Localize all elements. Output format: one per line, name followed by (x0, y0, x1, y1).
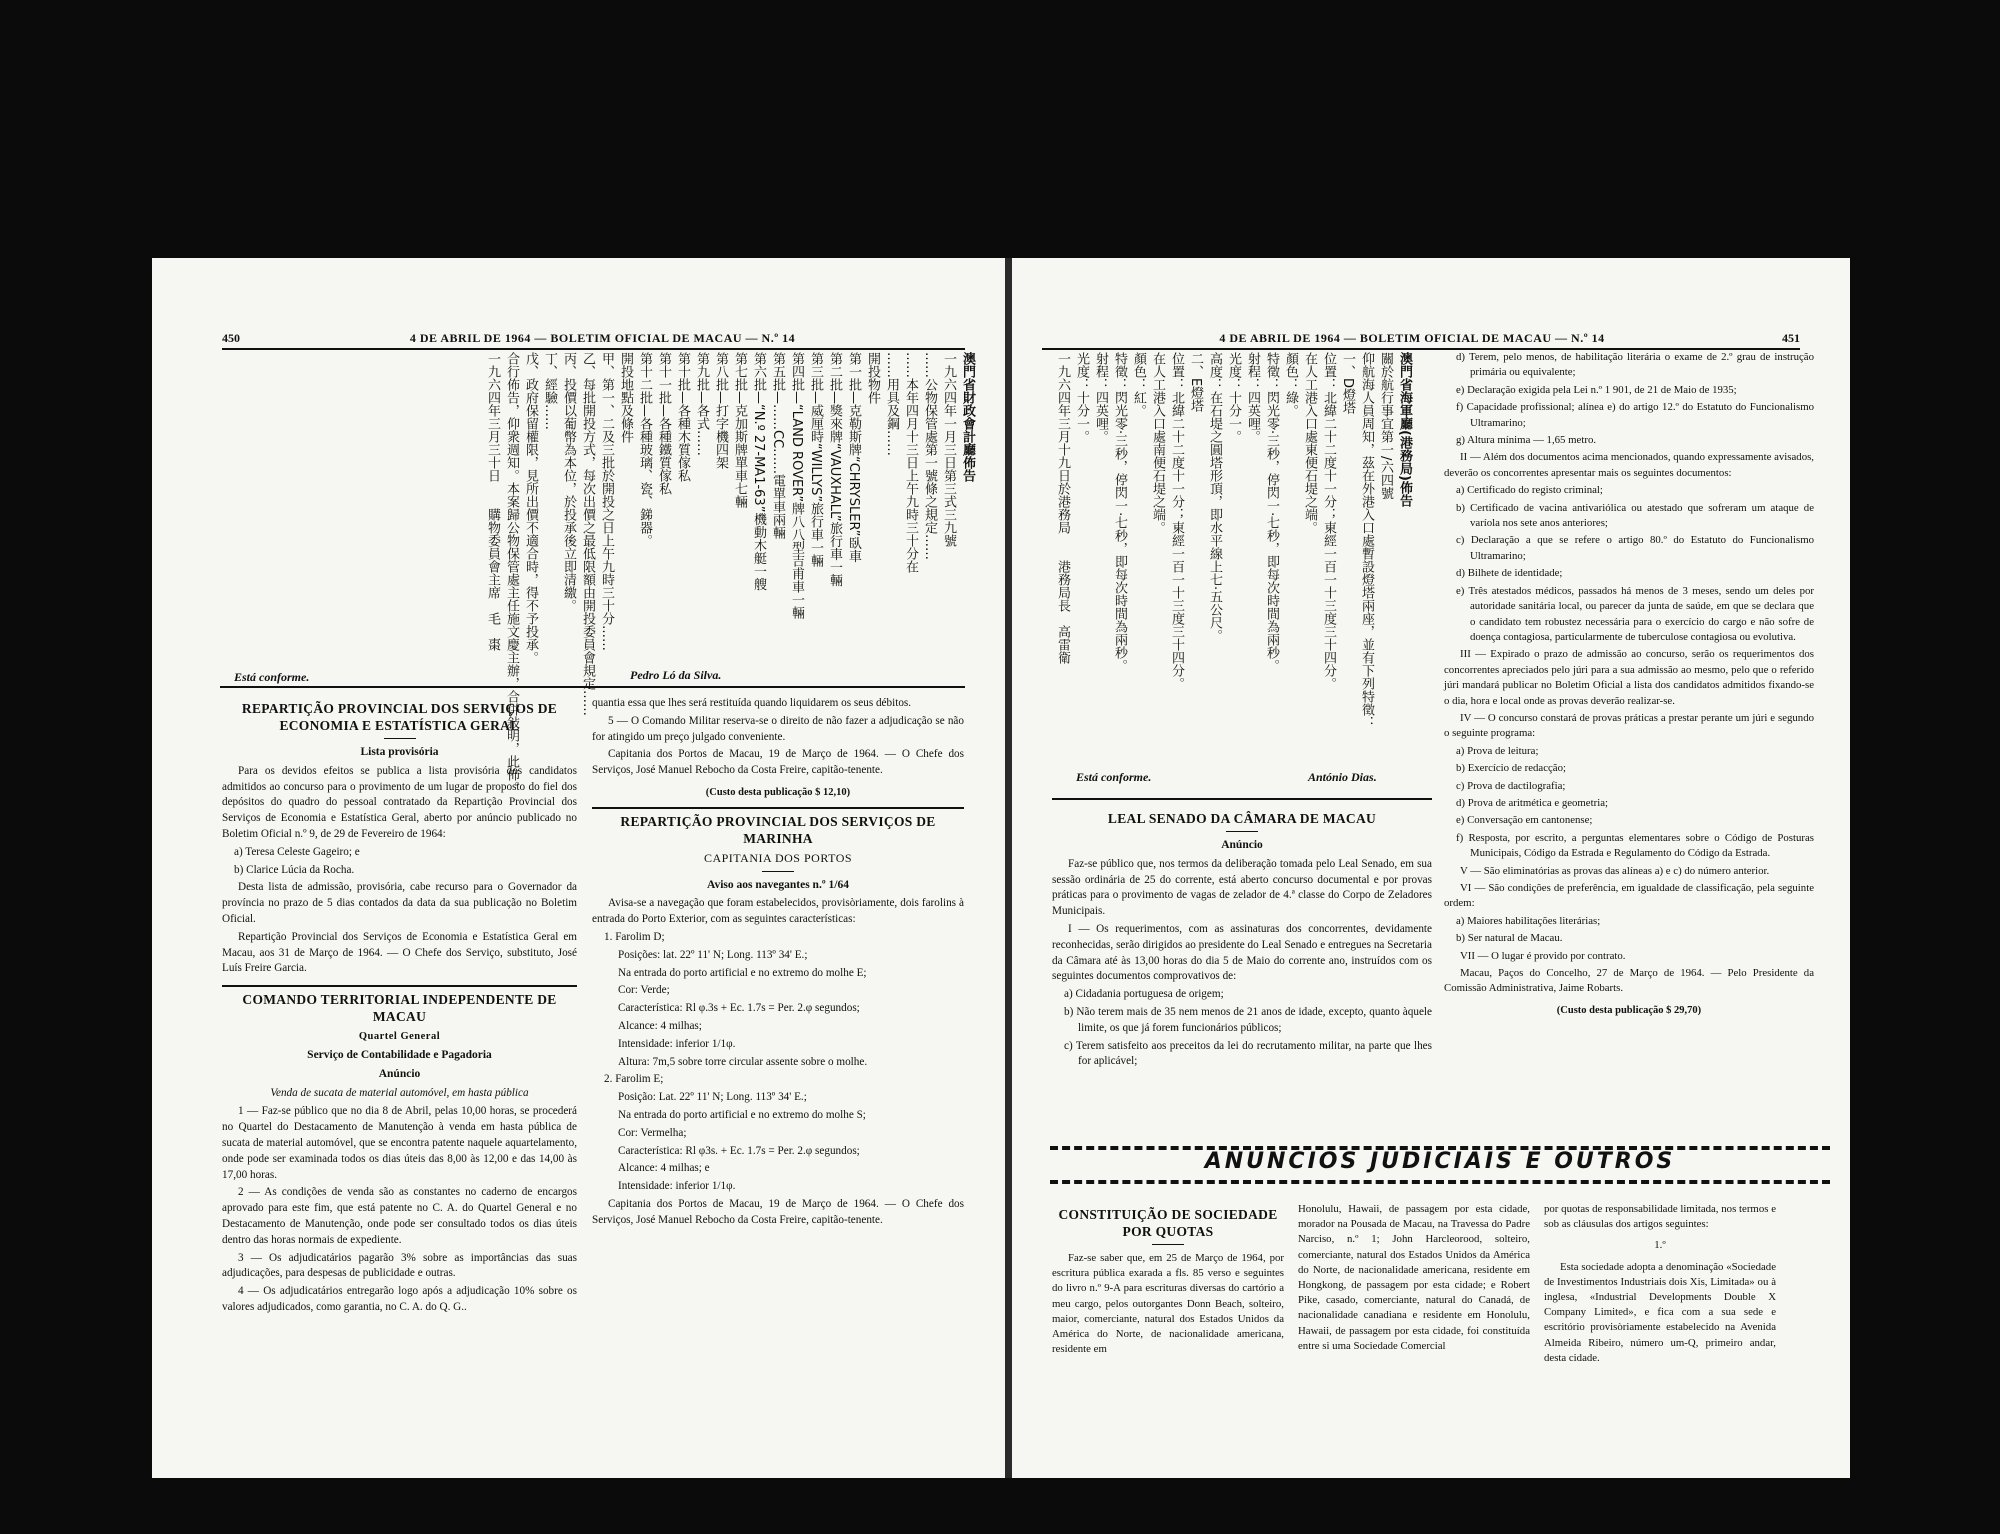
list-item: Cor: Vermelha; (618, 1126, 687, 1139)
divider (384, 738, 416, 739)
paragraph: 3 — Os adjudicatários pagarão 3% sobre as importâncias das suas adjudicações, para despesas de publicidade e outras. (222, 1251, 577, 1280)
cjk-line: 第三批—威厘時“WILLYS”旅行車一輛 (808, 352, 823, 568)
cjk-line: 第六批—“N.º 27-MA1-63”機動木艇一艘 (751, 352, 766, 591)
page-gutter (1005, 258, 1012, 1478)
left-page (152, 258, 1005, 1478)
list-item: 2. Farolim E; (604, 1073, 664, 1086)
paragraph: Macau, Paços do Concelho, 27 de Março de 1964. — Pelo Presidente da Comissão Administrativa, Jaime Robarts. (1444, 967, 1814, 995)
cjk-line: 一九六四年三月三十日 購物委員會主席 毛 棗 (485, 352, 500, 651)
list-item: Alcance: 4 milhas; (618, 1019, 702, 1032)
list-item: Alcance: 4 milhas; e (618, 1162, 710, 1175)
paragraph: VI — São condições de preferência, em igualdade de classificação, pela seguinte ordem: (1444, 882, 1814, 910)
cjk-line: 一、D燈塔 (1340, 352, 1355, 415)
list-item: Intensidade: inferior 1/1φ. (618, 1180, 736, 1193)
list-item: e) Três atestados médicos, passados há menos de 3 meses, sendo um deles por autoridade sanitária local, ou parecer da junta de saúde, em que se declara que o candidato tem robustez necessária para o exercício do cargo e não sofre de doença contagiosa, particularmente de tuberculose contagiosa ou evolutiva. (1456, 584, 1814, 643)
list-item: e) Declaração exigida pela Lei n.º 1 901, de 21 de Maio de 1935; (1456, 383, 1737, 396)
cjk-line: 光度：十分一。 (1074, 352, 1089, 443)
divider (592, 807, 964, 809)
cjk-line: 特徵：閃光零·三秒，停閃一·七秒，即每次時間為兩秒。 (1112, 352, 1127, 673)
divider (222, 985, 577, 987)
cjk-line: 特徵：閃光零·三秒，停閃一·七秒，即每次時間為兩秒。 (1264, 352, 1279, 673)
list-item: Na entrada do porto artificial e no extremo do molhe E; (618, 966, 867, 979)
divider (220, 686, 965, 688)
paragraph: Honolulu, Hawaii, de passagem por esta cidade, morador na Pousada de Macau, na Travessa do Padre Narciso, n.º 1; John Harcleorood, solteiro, comerciante, natural dos Estados Unidos da América do Norte, de nacionalidade americana, residente em Hongkong, de passagem por esta cidade; e Robert Pike, casado, comerciante, natural do Canadá, de nacionalidade canadiana e residente em Honolulu, Hawaii, de passagem por esta cidade, foi constituída entre si uma Sociedade Comercial (1298, 1203, 1530, 1352)
running-header: 4 DE ABRIL DE 1964 — BOLETIM OFICIAL DE MACAU — N.º 14 (1219, 331, 1605, 345)
cjk-line: 第九批—各式…… (694, 352, 709, 456)
section-title: REPARTIÇÃO PROVINCIAL DOS SERVIÇOS DE ECONOMIA E ESTATÍSTICA GERAL (241, 701, 558, 733)
page-number: 451 (1782, 331, 1800, 345)
cjk-line: 位置：北緯二十二度十一分；東經一百一十三度三十四分。 (1169, 352, 1184, 690)
cjk-line: 位置：北緯二十二度十一分；東經一百一十三度三十四分。 (1321, 352, 1336, 690)
cjk-line: 第八批—打字機四架 (713, 352, 728, 469)
list-item: c) Terem satisfeito aos preceitos da lei do recrutamento militar, na parte que lhes for aplicável; (1064, 1039, 1432, 1068)
right-page-header (1042, 320, 1800, 350)
paragraph: V — São eliminatórias as provas das alíneas a) e c) do número anterior. (1460, 864, 1770, 877)
bottom-column-2 (1298, 1202, 1530, 1356)
list-item: f) Resposta, por escrito, a perguntas elementares sobre o Código de Posturas Municipais, Código da Estrada e Regulamento do Código da Estrada. (1456, 831, 1814, 860)
notice-heading: Venda de sucata de material automóvel, em hasta pública (270, 1086, 529, 1099)
publication-cost: (Custo desta publicação $ 29,70) (1556, 1004, 1702, 1016)
cjk-line: 第一批—克勒斯牌“CHRYSLER”臥車 (846, 352, 861, 563)
list-item: d) Bilhete de identidade; (1456, 567, 1563, 580)
chinese-notice (1054, 352, 1414, 782)
paragraph: Repartição Provincial dos Serviços de Economia e Estatística Geral em Macau, aos 31 de Março de 1964. — O Chefe dos Serviço, substituto, José Luís Freire Garcia. (222, 930, 577, 975)
section-subtitle: Serviço de Contabilidade e Pagadoria (307, 1048, 492, 1061)
paragraph: Esta sociedade adopta a denominação «Sociedade de Investimentos Industriais dois Xis, Limitada» ou à inglesa, «Industrial Developments Double X Company Limited», e fica com a sua sede e escritório provisòriamente estabelecido na Avenida Almeida Ribeiro, número um-Q, primeiro andar, desta cidade. (1544, 1260, 1776, 1364)
cjk-line: ……本年四月十三日上午九時三十分在 (903, 352, 918, 573)
cjk-line: 射程：四英哩。 (1093, 352, 1108, 443)
section-title: COMANDO TERRITORIAL INDEPENDENTE DE MACAU (242, 992, 557, 1025)
bottom-column-1 (1052, 1202, 1284, 1359)
conforme: Está conforme. (234, 670, 310, 684)
list-item: a) Teresa Celeste Gageiro; e (234, 845, 360, 858)
paragraph: Faz-se público que, nos termos da deliberação tomada pelo Leal Senado, em sua sessão ordinária de 25 do corrente, está aberto concurso documental e por provas práticas para o provimento de vagas de zelador de 4.ª classe do Corpo de Zeladores Municipais. (1052, 857, 1432, 918)
cjk-line: 第十一批—各種鐵質傢私 (656, 352, 671, 495)
paragraph: Desta lista de admissão, provisória, cabe recurso para o Governador da província no prazo de 5 dias contados da data da sua publicação no Boletim Oficial. (222, 881, 577, 925)
cjk-line: 甲、第一、二及三批於開投之日上午九時三十分…… (599, 352, 614, 651)
signature: António Dias. (1308, 770, 1377, 784)
list-item: Posições: lat. 22º 11' N; Long. 113º 34' E.; (618, 948, 808, 961)
cjk-line: 顏色：紅。 (1131, 352, 1146, 417)
paragraph: IV — O concurso constará de provas práticas a prestar perante um júri e segundo o seguinte programa: (1444, 711, 1814, 740)
right-column-1 (1052, 806, 1432, 1072)
paragraph: Faz-se saber que, em 25 de Março de 1964, por escritura pública exarada a fls. 85 verso e seguintes do livro n.º 9-A para escrituras diversas do cartório a meu cargo, pelos outorgantes Donn Beach, solteiro, maior, comerciante, natural dos Estados Unidos da América do Norte, de nacionalidade americana, residente em (1052, 1252, 1284, 1356)
list-item: a) Maiores habilitações literárias; (1456, 914, 1601, 927)
divider (1152, 1244, 1184, 1245)
left-column-1 (222, 696, 577, 1318)
cjk-line: 光度：十分一。 (1226, 352, 1241, 443)
right-column-2 (1444, 350, 1814, 1024)
list-item: Intensidade: inferior 1/1φ. (618, 1037, 736, 1050)
right-page (1012, 258, 1850, 1478)
cjk-line: 仰航海人員周知，茲在外港入口處暫設燈塔兩座，並有下列特徵： (1359, 352, 1374, 729)
divider (1226, 831, 1258, 832)
cjk-line: 第二批—獎來牌“VAUXHALL”旅行車一輛 (827, 352, 842, 587)
cjk-line: 開投物件 (865, 352, 880, 404)
cjk-line: 澳門省海軍廳(港務局)佈告 (1397, 352, 1412, 507)
left-page-header (222, 320, 965, 350)
cjk-line: 戊、政府保留權限，見所出價不適合時，得不予投承。 (523, 352, 538, 664)
list-item: Cor: Verde; (618, 984, 670, 997)
section-subtitle: CAPITANIA DOS PORTOS (703, 850, 853, 865)
cjk-line: 顏色：綠。 (1283, 352, 1298, 417)
paragraph: Avisa-se a navegação que foram estabelecidos, provisòriamente, dois farolins à entrada do Porto Exterior, com as seguintes características: (592, 897, 964, 926)
paragraph: 1 — Faz-se público que no dia 8 de Abril, pelas 10,00 horas, se procederá no Quartel do Destacamento de Manutenção à venda em hasta pública de sucata de material automóvel, que se encontra patente naquele aquartelamento, onde pode ser examinada todos os dias úteis das 8,00 às 12,00 e das 14,00 às 17,00 horas. (222, 1105, 577, 1181)
list-item: b) Clarice Lúcia da Rocha. (234, 863, 355, 876)
paragraph: 2 — As condições de venda são as constantes no caderno de encargos aprovado para este fim, que está patente no C. A. do Quartel General e no Destacamento de Manutenção, onde pode ser consultado todos os dias úteis dentro das horas normais de expediente. (222, 1186, 577, 1246)
signature: Pedro Ló da Silva. (630, 668, 722, 682)
paragraph: Capitania dos Portos de Macau, 19 de Março de 1964. — O Chefe dos Serviços, José Manuel Rebocho da Costa Freire, capitão-tenente. (592, 748, 964, 777)
cjk-line: 關於航行事宜第一/六四號 (1378, 352, 1393, 500)
section-title: REPARTIÇÃO PROVINCIAL DOS SERVIÇOS DE MARINHA (620, 813, 936, 846)
list-item: b) Certificado de vacina antivariólica ou atestado que sofreram um ataque de varíola nos sete anos anteriores; (1456, 501, 1814, 530)
list-item: Característica: Rl φ.3s + Ec. 1.7s = Per. 2.φ segundos; (618, 1002, 860, 1015)
section-subtitle: Lista provisória (360, 746, 439, 758)
list-item: Característica: Rl φ3s. + Ec. 1.7s = Per. 2.φ segundos; (618, 1144, 860, 1157)
cjk-line: 一九六四年一月三日第三式三九號 (941, 352, 956, 547)
article-number: 1.º (1654, 1239, 1666, 1252)
cjk-line: 丙、投價以葡幣為本位，於投承後立即清繳。 (561, 352, 576, 612)
cjk-line: 丁、經驗…… (542, 352, 557, 430)
paragraph: 4 — Os adjudicatários entregarão logo após a adjudicação 10% sobre os valores adjudicados, como garantia, no C. A. do Q. G.. (222, 1285, 577, 1313)
list-item: c) Prova de dactilografia; (1456, 779, 1566, 792)
list-item: Na entrada do porto artificial e no extremo do molhe S; (618, 1108, 866, 1121)
section-subtitle: Anúncio (1221, 839, 1263, 851)
paragraph: Para os devidos efeitos se publica a lista provisória dos candidatos admitidos ao concurso para o provimento de um lugar de proposto do fiel dos depósitos do quadro do pessoal contratado da Repartição Provincial dos Serviços de Economia e Estatística Geral, aberto por anúncio publicado no Boletim Oficial n.º 9, de 29 de Fevereiro de 1964: (222, 764, 577, 840)
list-item: b) Ser natural de Macau. (1456, 932, 1563, 945)
cjk-line: 第七批—克加斯牌單車七輛 (732, 352, 747, 508)
section-subtitle: Quartel General (358, 1031, 441, 1043)
running-header: 4 DE ABRIL DE 1964 — BOLETIM OFICIAL DE MACAU — N.º 14 (409, 331, 796, 345)
divider (762, 871, 794, 872)
list-item: b) Não terem mais de 35 nem menos de 21 anos de idade, excepto, quanto àquele limite, os que já forem funcionários públicos; (1064, 1005, 1432, 1034)
cjk-line: 開投地點及條件 (618, 352, 633, 443)
paragraph: quantia essa que lhes será restituída quando liquidarem os seus débitos. (592, 697, 912, 709)
cjk-line: 在人工港入口處東便石堤之端。 (1302, 352, 1317, 534)
paragraph: Capitania dos Portos de Macau, 19 de Março de 1964. — O Chefe dos Serviços, José Manuel Rebocho da Costa Freire, capitão-tenente. (592, 1197, 964, 1226)
list-item: f) Capacidade profissional; alínea e) do artigo 12.º do Estatuto do Funcionalismo Ultramarino; (1456, 401, 1814, 429)
list-item: d) Terem, pelo menos, de habilitação literária o exame de 2.º grau de instrução primária ou equivalente; (1456, 351, 1814, 379)
bottom-column-3 (1544, 1202, 1776, 1368)
cjk-line: 第十二批—各種玻璃、瓷、銻器。 (637, 352, 652, 547)
notice-heading: Aviso aos navegantes n.º 1/64 (707, 878, 849, 891)
section-banner: ANÚNCIOS JUDICIAIS E OUTROS (1050, 1146, 1830, 1184)
cjk-line: 第四批—“LAND ROVER”牌八八型吉甫車一輛 (789, 352, 804, 620)
section-subtitle: Anúncio (378, 1067, 421, 1080)
cjk-line: 合行佈告，仰衆週知。本案歸公物保管處主任施文慶主辦，合併敍明，此佈。 (504, 352, 519, 794)
list-item: Posição: Lat. 22º 11' N; Long. 113º 34' E.; (618, 1091, 807, 1104)
list-item: a) Prova de leitura; (1456, 744, 1539, 757)
list-item: b) Exercício de redacção; (1456, 762, 1566, 775)
paragraph: VII — O lugar é provido por contrato. (1460, 949, 1626, 962)
list-item: 1. Farolim D; (604, 930, 665, 943)
cjk-line: 第十批—各種木質傢私 (675, 352, 690, 482)
paragraph: 5 — O Comando Militar reserva-se o direito de não fazer a adjudicação se não for atingido um preço julgado conveniente. (592, 714, 964, 743)
publication-cost: (Custo desta publicação $ 12,10) (705, 786, 851, 798)
list-item: d) Prova de aritmética e geometria; (1456, 796, 1608, 809)
cjk-line: ……用具及鋼…… (884, 352, 899, 456)
paragraph: I — Os requerimentos, com as assinaturas dos concorrentes, devidamente reconhecidas, serão dirigidos ao presidente do Leal Senado e entregues na Secretaria da Câmara até às 13,00 horas do dia 5 de Maio do corrente ano, instruídos com os seguintes documentos comprovativos de: (1052, 922, 1432, 983)
section-title: CONSTITUIÇÃO DE SOCIEDADE POR QUOTAS (1058, 1207, 1278, 1239)
cjk-line: 二、E燈塔 (1188, 352, 1203, 413)
cjk-line: 第五批—……CC……電單車兩輛 (770, 352, 785, 540)
cjk-line: ……公物保管處第一號條之規定…… (922, 352, 937, 560)
section-title: LEAL SENADO DA CÂMARA DE MACAU (1107, 811, 1377, 826)
cjk-line: 一九六四年三月十九日於港務局 港務局長 高雷衛 (1055, 352, 1070, 664)
cjk-line: 澳門省財政會計廳佈告 (960, 352, 975, 482)
list-item: Altura: 7m,5 sobre torre circular assente sobre o molhe. (618, 1055, 868, 1068)
divider (1052, 798, 1432, 800)
paragraph: III — Expirado o prazo de admissão ao concurso, serão os requerimentos dos concorrentes apreciados pelo júri para a sua admissão ao mesmo, pelo que o referido júri mandará publicar no Boletim Oficial a lista dos candidatos admitidos fixando-se o dia, hora e local onde as provas deverão realizar-se. (1444, 648, 1814, 707)
conforme: Está conforme. (1076, 770, 1152, 784)
page-number: 450 (222, 331, 240, 345)
list-item: c) Declaração a que se refere o artigo 80.º do Estatuto do Funcionalismo Ultramarino; (1456, 534, 1814, 562)
list-item: a) Cidadania portuguesa de origem; (1064, 988, 1224, 1001)
cjk-line: 乙、每批開投方式，每次出價之最低限額由開投委員會規定…… (580, 352, 595, 716)
list-item: a) Certificado do registo criminal; (1456, 484, 1603, 497)
list-item: e) Conversação em cantonense; (1456, 814, 1593, 827)
left-column-2 (592, 696, 964, 1231)
paragraph: II — Além dos documentos acima mencionados, quando expressamente avisados, deverão os concorrentes apresentar mais os seguintes documentos: (1444, 451, 1814, 479)
cjk-line: 射程：四英哩。 (1245, 352, 1260, 443)
list-item: g) Altura mínima — 1,65 metro. (1456, 434, 1597, 447)
paragraph: por quotas de responsabilidade limitada, nos termos e sob as cláusulas dos artigos seguintes: (1544, 1203, 1776, 1231)
cjk-line: 高度：在石堤之圓塔形頂，即水平線上七·五公尺。 (1207, 352, 1222, 643)
cjk-line: 在人工港入口處南便石堤之端。 (1150, 352, 1165, 534)
